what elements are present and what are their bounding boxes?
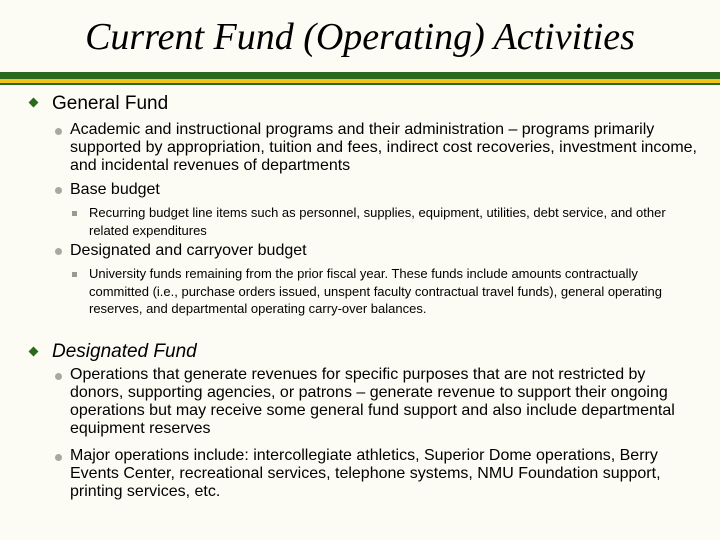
square-bullet-icon <box>72 272 77 277</box>
section-heading-designated-fund: Designated Fund <box>52 341 197 362</box>
square-bullet-icon <box>72 211 77 216</box>
list-item-operations: Operations that generate revenues for specific purposes that are not restricted by donors, supporting agencies, or patrons – generate revenue to support their ongoing operations but may receive some general fund support and also include departmental equipment reserves <box>70 366 675 437</box>
title-rule-green <box>0 72 720 79</box>
section-heading-general-fund: General Fund <box>52 93 169 114</box>
diamond-bullet-icon <box>29 98 39 108</box>
sub-item-university-funds: University funds remaining from the prior fiscal year. These funds include amounts contractually committed (i.e., purchase orders issued, unspent faculty contractual travel funds), general operating reserves, and departmental operating carry-over balances. <box>89 266 663 316</box>
list-item-designated-carryover: Designated and carryover budget <box>70 242 307 259</box>
circle-bullet-icon <box>55 248 62 255</box>
list-item-major-operations: Major operations include: intercollegiate athletics, Superior Dome operations, Berry Events Center, recreational services, telephone systems, NMU Foundation support, printing services, etc. <box>70 447 661 500</box>
list-item-base-budget: Base budget <box>70 181 160 198</box>
circle-bullet-icon <box>55 128 62 135</box>
slide-title: Current Fund (Operating) Activities <box>85 16 635 58</box>
title-rule-green-thin <box>0 83 720 85</box>
circle-bullet-icon <box>55 454 62 461</box>
circle-bullet-icon <box>55 187 62 194</box>
sub-item-recurring-budget: Recurring budget line items such as personnel, supplies, equipment, utilities, debt service, and other related expenditures <box>89 205 666 238</box>
diamond-bullet-icon <box>29 347 39 357</box>
list-item-academic-programs: Academic and instructional programs and their administration – programs primarily supported by appropriation, tuition and fees, indirect cost recoveries, investment income, and incidental revenues of departments <box>70 121 697 174</box>
circle-bullet-icon <box>55 373 62 380</box>
